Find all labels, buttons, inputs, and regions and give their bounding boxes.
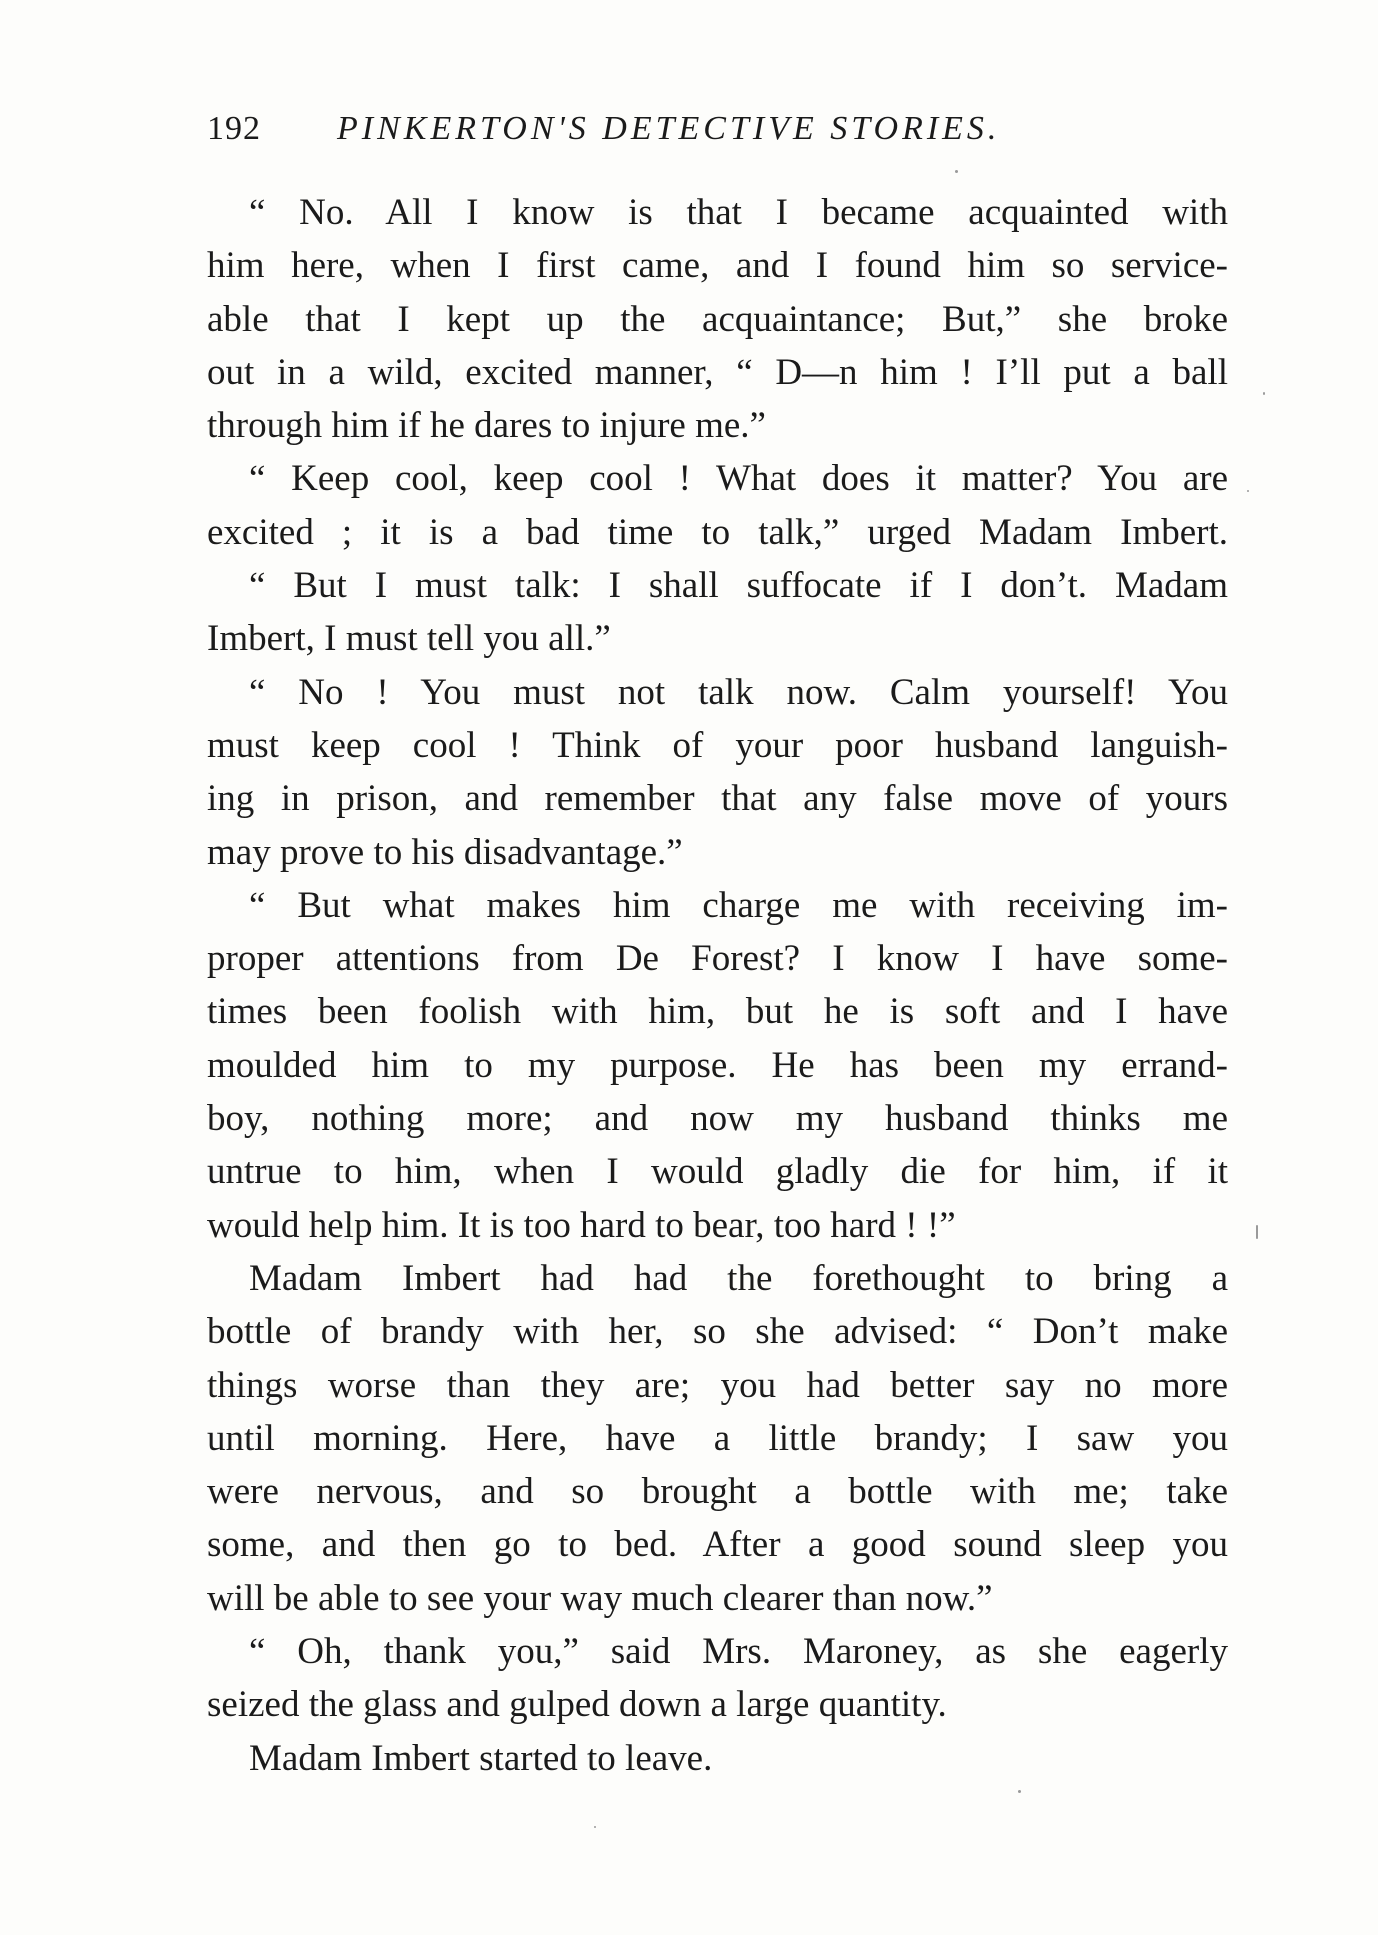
text-line: moulded him to my purpose. He has been my errand-: [207, 1044, 1228, 1086]
print-speck: [594, 1826, 596, 1828]
text-line: “ But I must talk: I shall suffocate if I don’t. Madam: [249, 565, 1228, 607]
body-text: [207, 186, 1228, 1785]
text-line: until morning. Here, have a little brandy; I saw you: [207, 1417, 1228, 1459]
page-number: 192: [207, 110, 261, 147]
text-line: would help him. It is too hard to bear, too hard ! !”: [207, 1204, 956, 1246]
text-line: things worse than they are; you had better say no more: [207, 1364, 1228, 1406]
text-line: times been foolish with him, but he is soft and I have: [207, 991, 1228, 1033]
text-line: will be able to see your way much clearer than now.”: [207, 1577, 993, 1619]
text-line: “ No ! You must not talk now. Calm yourself! You: [249, 671, 1228, 713]
text-line: Madam Imbert had had the forethought to bring a: [249, 1257, 1228, 1299]
text-line: through him if he dares to injure me.”: [207, 405, 766, 447]
text-line: out in a wild, excited manner, “ D—n him ! I’ll put a ball: [207, 351, 1228, 393]
page-header: [207, 104, 1227, 154]
print-speck: [1256, 1225, 1258, 1239]
text-line: bottle of brandy with her, so she advised: “ Don’t make: [207, 1311, 1228, 1353]
text-line: him here, when I first came, and I found him so service-: [207, 245, 1228, 287]
text-line: Imbert, I must tell you all.”: [207, 618, 611, 660]
print-speck: [1247, 490, 1249, 492]
text-line: excited ; it is a bad time to talk,” urged Madam Imbert.: [207, 511, 1228, 553]
text-line: “ Oh, thank you,” said Mrs. Maroney, as she eagerly: [249, 1631, 1228, 1673]
text-line: “ Keep cool, keep cool ! What does it matter? You are: [249, 458, 1228, 500]
text-line: ing in prison, and remember that any false move of yours: [207, 778, 1228, 820]
running-title: PINKERTON'S DETECTIVE STORIES.: [337, 110, 1001, 147]
text-line: untrue to him, when I would gladly die for him, if it: [207, 1151, 1228, 1193]
text-line: proper attentions from De Forest? I know I have some-: [207, 938, 1228, 980]
text-line: some, and then go to bed. After a good sound sleep you: [207, 1524, 1228, 1566]
text-line: able that I kept up the acquaintance; But,” she broke: [207, 298, 1228, 340]
print-speck: [1263, 392, 1265, 395]
text-line: boy, nothing more; and now my husband thinks me: [207, 1098, 1228, 1140]
text-line: “ No. All I know is that I became acquainted with: [249, 192, 1228, 233]
text-line: “ But what makes him charge me with receiving im-: [249, 884, 1228, 926]
text-line: seized the glass and gulped down a large quantity.: [207, 1684, 947, 1726]
print-speck: [1018, 1790, 1021, 1793]
text-line: Madam Imbert started to leave.: [249, 1737, 713, 1779]
text-line: were nervous, and so brought a bottle with me; take: [207, 1471, 1228, 1513]
print-speck: [955, 170, 958, 173]
text-line: must keep cool ! Think of your poor husband languish-: [207, 724, 1228, 766]
text-line: may prove to his disadvantage.”: [207, 831, 683, 873]
